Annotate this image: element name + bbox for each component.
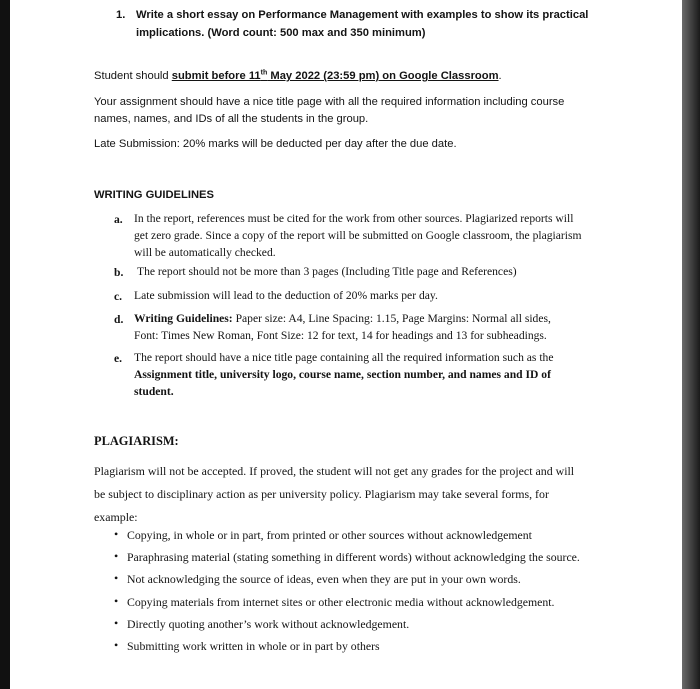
guideline-d-line-1 xyxy=(134,310,551,327)
guideline-e-line-3: student. xyxy=(134,385,174,398)
submission-suffix: . xyxy=(498,70,502,82)
deadline-part-2: May 2022 (23:59 pm) on Google Classroom xyxy=(267,70,499,82)
assignment-note-line-1: Your assignment should have a nice title page with all the required information including course xyxy=(94,96,565,108)
plagiarism-heading: PLAGIARISM: xyxy=(94,434,179,448)
guideline-d-line-1-rest: Paper size: A4, Line Spacing: 1.15, Page Margins: Normal all sides, xyxy=(232,312,551,325)
submission-deadline xyxy=(172,70,499,82)
assignment-note-line-2: names, names, and IDs of all the students in the group. xyxy=(94,113,369,125)
list-item: Copying materials from internet sites or other electronic media without acknowledgement. xyxy=(127,595,555,609)
question-line-2: implications. (Word count: 500 max and 350 minimum) xyxy=(136,27,426,39)
guideline-b: The report should not be more than 3 pages (Including Title page and References) xyxy=(137,265,517,278)
guideline-c: Late submission will lead to the deduction of 20% marks per day. xyxy=(134,289,438,302)
bullet-icon: • xyxy=(114,616,119,630)
list-item: Paraphrasing material (stating something in different words) without acknowledging the source. xyxy=(127,550,580,564)
list-item: Submitting work written in whole or in part by others xyxy=(127,639,380,653)
deadline-part-1: submit before 11 xyxy=(171,70,261,82)
submission-prefix: Student should xyxy=(94,70,172,82)
guideline-e-line-1: The report should have a nice title page containing all the required information such as the xyxy=(134,351,554,364)
bullet-icon: • xyxy=(114,571,119,585)
guideline-e-letter: e. xyxy=(114,352,123,365)
guideline-d xyxy=(134,310,551,344)
guideline-d-line-2: Font: Times New Roman, Font Size: 12 for text, 14 for headings and 13 for subheadings. xyxy=(134,329,547,342)
guideline-a-line-2: get zero grade. Since a copy of the report will be submitted on Google classroom, the plagiarism xyxy=(134,229,582,242)
list-item: Directly quoting another’s work without acknowledgement. xyxy=(127,617,410,631)
guideline-c-letter: c. xyxy=(114,290,123,303)
bullet-icon: • xyxy=(114,638,119,652)
plagiarism-para-line-2: be subject to disciplinary action as per university policy. Plagiarism may take several forms, for xyxy=(94,487,549,501)
question-number: 1. xyxy=(116,9,126,21)
list-item: Not acknowledging the source of ideas, even when they are put in your own words. xyxy=(127,572,521,586)
bullet-icon: • xyxy=(114,527,119,541)
writing-guidelines-heading: WRITING GUIDELINES xyxy=(94,189,214,201)
deadline-sup: th xyxy=(260,69,268,77)
guideline-d-letter: d. xyxy=(114,313,124,326)
plagiarism-para-line-1: Plagiarism will not be accepted. If proved, the student will not get any grades for the project and will xyxy=(94,464,575,478)
plagiarism-paragraph xyxy=(94,460,574,529)
late-submission-note: Late Submission: 20% marks will be deducted per day after the due date. xyxy=(94,138,457,150)
list-item: Copying, in whole or in part, from printed or other sources without acknowledgement xyxy=(127,528,532,542)
guideline-b-letter: b. xyxy=(114,266,124,279)
submission-note xyxy=(94,70,502,82)
guideline-e-line-2: Assignment title, university logo, course name, section number, and names and ID of xyxy=(134,368,551,381)
bullet-icon: • xyxy=(114,594,119,608)
question-line-1: Write a short essay on Performance Management with examples to show its practical xyxy=(136,9,589,21)
guideline-e xyxy=(134,349,554,400)
document-page xyxy=(10,0,682,689)
bullet-icon: • xyxy=(114,549,119,563)
guideline-a-line-1: In the report, references must be cited for the work from other sources. Plagiarized reports will xyxy=(134,212,574,225)
guideline-a-letter: a. xyxy=(114,213,123,226)
plagiarism-para-line-3: example: xyxy=(94,510,138,524)
guideline-a-line-3: will be automatically checked. xyxy=(134,246,276,259)
page-edge-shadow xyxy=(682,0,700,689)
guideline-a xyxy=(134,210,582,261)
guideline-d-lead: Writing Guidelines: xyxy=(134,312,233,325)
